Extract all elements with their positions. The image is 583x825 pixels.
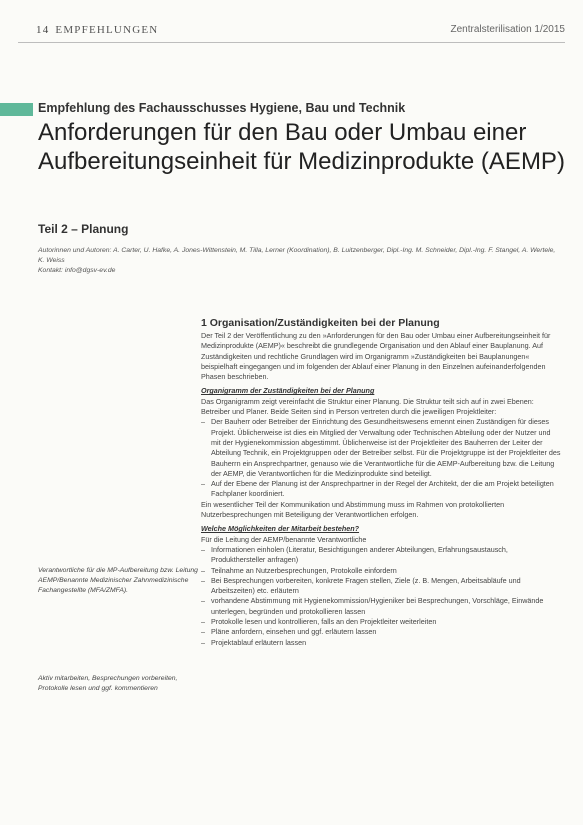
org-subheading: Organigramm der Zuständigkeiten bei der Planung: [201, 386, 375, 396]
intro-paragraph: Der Teil 2 der Veröffentlichung zu den »Anforderungen für den Bau oder Umbau einer Aufbereitungseinheit für Medizinprodukte (AEMP)« beschreibt die grundlegende Organisation und den Ablauf einer Bauplanung. Auf Zuständigkeiten und rechtliche Grundlagen wird im Organigramm »Zuständigkeiten bei Bauplanungen« beispielhaft eingegangen und im folgenden der Ablauf einer Planung in den Einzelnen aufeinanderfolgenden Phasen beschrieben.: [201, 331, 551, 382]
section-heading: 1 Organisation/Zuständigkeiten bei der Planung: [201, 317, 440, 329]
participation-list: [201, 545, 561, 648]
list-item: – Bei Besprechungen vorbereiten, konkrete Fragen stellen, Ziele (z. B. Mengen, Arbeitsabläufe und Arbeitszeiten) etc. erläutern: [201, 576, 561, 597]
section-label: EMPFEHLUNGEN: [55, 24, 159, 36]
org-list: [201, 417, 561, 499]
org-closing-paragraph: Ein wesentlicher Teil der Kommunikation und Abstimmung muss im Rahmen von protokollierten Nutzerbesprechungen mit Beteiligung der Verantwortlichen erfolgen.: [201, 499, 505, 520]
participation-subheading: Welche Möglichkeiten der Mitarbeit bestehen?: [201, 524, 360, 534]
org-paragraph: Das Organigramm zeigt vereinfacht die Struktur einer Planung. Die Struktur teilt sich auf in zwei Ebenen: Betreiber und Planer. Beide Seiten sind in Person vertreten durch die jeweiligen Projektleiter:: [201, 396, 534, 417]
list-item: – Auf der Ebene der Planung ist der Ansprechpartner in der Regel der Architekt, der die am Projekt beteiligten Fachplaner koordiniert.: [201, 479, 561, 500]
participation-intro: Für die Leitung der AEMP/benannte Verantwortliche: [201, 534, 367, 544]
margin-note-responsible: Verantwortliche für die MP-Aufbereitung bzw. Leitung AEMP/Benannte Medizinischer Zahnmedizinische Fachangestellte (MFA/ZMFA).: [38, 567, 198, 594]
list-item: – vorhandene Abstimmung mit Hygienekommission/Hygieniker bei Besprechungen, Vorschläge, Einwände unterlegen, begründen und protokollieren lassen: [201, 596, 561, 617]
article-subtitle: Teil 2 – Planung: [38, 222, 129, 236]
author-block: [38, 246, 558, 276]
list-item: – Teilnahme an Nutzerbesprechungen, Protokolle einfordern: [201, 566, 561, 576]
list-item: – Der Bauherr oder Betreiber der Einrichtung des Gesundheitswesens ernennt einen Zuständigen für dieses Projekt. Üblicherweise ist dies ein Mitglied der Verwaltung oder Technischen Abteilung oder der Nutzer und mit der Hygienekommission abgestimmt. Üblicherweise ist der Projektleiter des Bauherren der Leiter der Abteilung Technik, ein Projektgruppen oder der Betreiber selbst. Für die Projektgruppe ist der Projektleiter des Bauherrn ein Ansprechpartner, genauso wie die Verantwortliche für die AEMP-Aufbereitung bzw. die Leitung der AEMP, die Verantwortlichen für die Medizinprodukte sind beteiligt.: [201, 417, 561, 479]
committee-line: Empfehlung des Fachausschusses Hygiene, Bau und Technik: [38, 101, 406, 115]
contact-line: Kontakt: info@dgsv-ev.de: [38, 267, 116, 274]
running-header-left: [36, 24, 158, 36]
authors-line: Autorinnen und Autoren: A. Carter, U. Hafke, A. Jones-Wittenstein, M. Tilla, Lerner (Koordination), B. Luitzenberger, Dipl.-Ing. M. Schneider, Dipl.-Ing. F. Stangel, A. Wertele, K. Weiss: [38, 247, 556, 264]
list-item: – Pläne anfordern, einsehen und ggf. erläutern lassen: [201, 627, 561, 637]
header-rule: [18, 42, 565, 43]
article-title: Anforderungen für den Bau oder Umbau einer Aufbereitungseinheit für Medizinprodukte (AEMP): [38, 119, 565, 175]
list-item: – Informationen einholen (Literatur, Besichtigungen anderer Abteilungen, Erfahrungsaustausch, Produkthersteller anfragen): [201, 545, 561, 566]
margin-note-participate: Aktiv mitarbeiten, Besprechungen vorbereiten, Protokolle lesen und ggf. kommentieren: [38, 675, 178, 692]
section-color-bar: [0, 103, 33, 116]
main-column: [201, 331, 561, 648]
journal-issue: Zentralsterilisation 1/2015: [450, 24, 565, 35]
page-number: 14: [36, 24, 50, 36]
list-item: – Protokolle lesen und kontrollieren, falls an den Projektleiter weiterleiten: [201, 617, 561, 627]
list-item: – Projektablauf erläutern lassen: [201, 638, 561, 648]
